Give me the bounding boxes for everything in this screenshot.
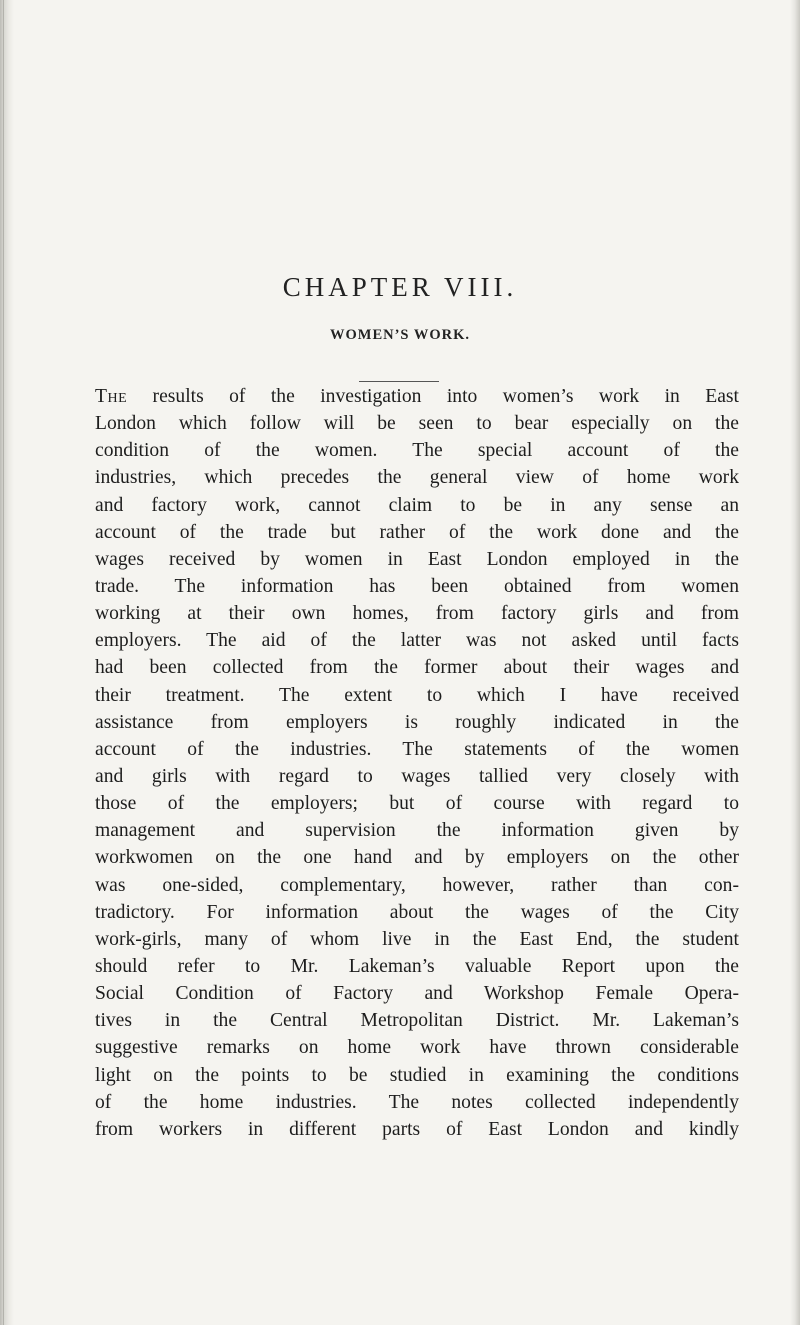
text-line: account of the trade but rather of the work done and the bbox=[95, 521, 739, 543]
text-line: Social Condition of Factory and Workshop Female Opera- bbox=[95, 983, 739, 1005]
text-line: light on the points to be studied in examining the conditions bbox=[95, 1064, 739, 1086]
body-paragraph bbox=[95, 383, 739, 1143]
lead-word: The bbox=[95, 386, 128, 407]
text-line: workwomen on the one hand and by employers on the other bbox=[95, 847, 739, 869]
text-line: and girls with regard to wages tallied very closely with bbox=[95, 765, 739, 787]
text-line: of the home industries. The notes collected independently bbox=[95, 1091, 739, 1113]
text-line: tives in the Central Metropolitan District. Mr. Lakeman’s bbox=[95, 1010, 739, 1032]
text-line-content: results of the investigation into women’s work in East bbox=[127, 386, 739, 407]
text-line: management and supervision the information given by bbox=[95, 820, 739, 842]
text-line: had been collected from the former about their wages and bbox=[95, 657, 739, 679]
text-line: wages received by women in East London employed in the bbox=[95, 548, 739, 570]
text-line: industries, which precedes the general view of home work bbox=[95, 467, 739, 489]
chapter-title: CHAPTER VIII. bbox=[282, 272, 518, 302]
text-line: from workers in different parts of East London and kindly bbox=[95, 1118, 739, 1140]
text-line: trade. The information has been obtained from women bbox=[95, 575, 739, 597]
chapter-subtitle: WOMEN’S WORK. bbox=[329, 327, 471, 343]
text-line bbox=[95, 383, 739, 410]
text-line: those of the employers; but of course with regard to bbox=[95, 793, 739, 815]
text-line: London which follow will be seen to bear especially on the bbox=[95, 413, 739, 435]
text-line: condition of the women. The special account of the bbox=[95, 440, 739, 462]
text-line: account of the industries. The statements of the women bbox=[95, 738, 739, 760]
page-right-edge bbox=[790, 0, 800, 1325]
text-line: working at their own homes, from factory girls and from bbox=[95, 603, 739, 625]
text-line: suggestive remarks on home work have thrown considerable bbox=[95, 1037, 739, 1059]
text-line: assistance from employers is roughly indicated in the bbox=[95, 711, 739, 733]
binding-edge-line bbox=[3, 0, 4, 1325]
text-line: employers. The aid of the latter was not asked until facts bbox=[95, 630, 739, 652]
text-line: tradictory. For information about the wages of the City bbox=[95, 901, 739, 923]
text-line: should refer to Mr. Lakeman’s valuable Report upon the bbox=[95, 955, 739, 977]
text-line: was one-sided, complementary, however, rather than con- bbox=[95, 874, 739, 896]
text-line: and factory work, cannot claim to be in any sense an bbox=[95, 494, 739, 516]
text-line: work-girls, many of whom live in the East End, the student bbox=[95, 928, 739, 950]
section-divider bbox=[359, 381, 439, 382]
text-line: their treatment. The extent to which I have received bbox=[95, 684, 739, 706]
